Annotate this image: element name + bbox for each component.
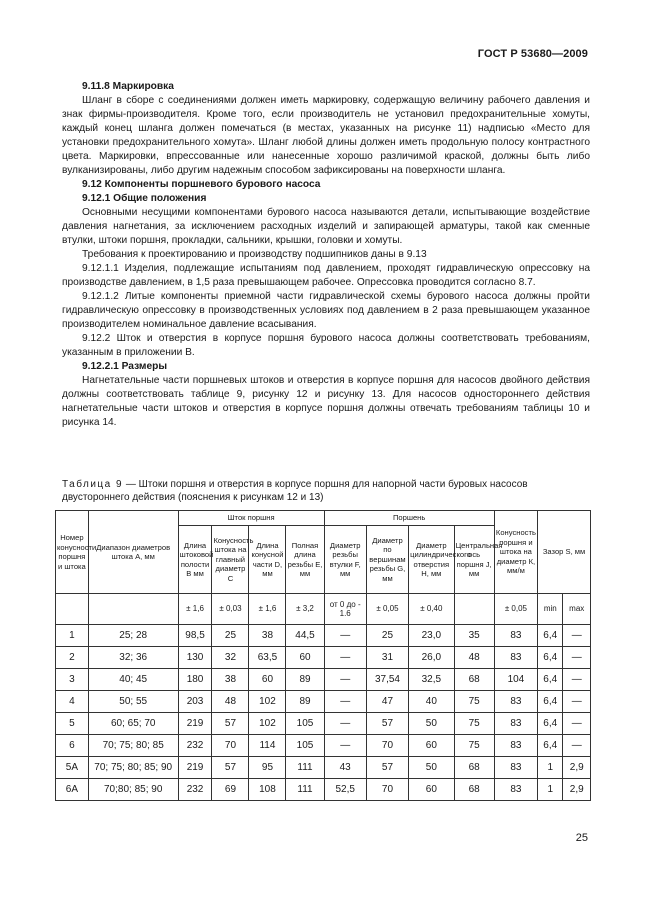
table-row xyxy=(56,779,591,801)
table-cell: 60; 65; 70 xyxy=(88,713,178,735)
table-cell: 48 xyxy=(454,647,494,669)
paragraph-9-12-1-2: 9.12.1.2 Литые компоненты приемной части гидравлической схемы бурового насоса должны пройти гидравлическую опрессовку в производственных условиях под давлением в 2 раза превышающем указанное производителем номинальное давление всасывания. xyxy=(62,291,590,330)
group-header-piston: Поршень xyxy=(324,511,494,526)
table-cell: 70;80; 85; 90 xyxy=(88,779,178,801)
table-cell: 6 xyxy=(56,735,89,757)
table-cell: 2,9 xyxy=(563,779,591,801)
table-cell: — xyxy=(563,669,591,691)
table-cell: — xyxy=(324,713,366,735)
table-cell: 57 xyxy=(366,757,408,779)
tolerance-number-empty xyxy=(56,594,89,625)
group-header-rod: Шток поршня xyxy=(178,511,324,526)
table-cell: 98,5 xyxy=(178,625,212,647)
table-cell: 43 xyxy=(324,757,366,779)
table-cell: 83 xyxy=(494,713,537,735)
table-cell: 70; 75; 80; 85; 90 xyxy=(88,757,178,779)
table-cell: 38 xyxy=(212,669,249,691)
table-cell: 37,54 xyxy=(366,669,408,691)
col-header-clearance: Зазор S, мм xyxy=(538,511,591,594)
table-cell: 2,9 xyxy=(563,757,591,779)
col-header-j: Центральная ось поршня J, мм xyxy=(454,526,494,594)
tolerance-k: ± 0,05 xyxy=(494,594,537,625)
col-header-g: Диаметр по вершинам резьбы G, мм xyxy=(366,526,408,594)
table-cell: 104 xyxy=(494,669,537,691)
col-header-h: Диаметр цилиндрического отверстия Н, мм xyxy=(409,526,454,594)
paragraph-9-12-1-1: 9.12.1.1 Изделия, подлежащие испытаниям под давлением, проходят гидравлическую опрессовку на производстве давлением, в 1,5 раза превышающем рабочее. Опрессовка проводится согласно 8.7. xyxy=(62,263,590,288)
table-cell: 32 xyxy=(212,647,249,669)
paragraph-general-2: Требования к проектированию и производству подшипников даны в 9.13 xyxy=(82,249,427,260)
table-cell: 83 xyxy=(494,735,537,757)
table-cell: 1 xyxy=(538,779,563,801)
heading-9-11-8: 9.11.8 Маркировка xyxy=(82,81,174,92)
table-cell: 4 xyxy=(56,691,89,713)
col-header-min: min xyxy=(538,594,563,625)
col-header-k: Конусность поршня и штока на диаметр К, мм/м xyxy=(494,511,537,594)
table-row xyxy=(56,647,591,669)
table-cell: 105 xyxy=(286,735,324,757)
table-cell: 48 xyxy=(212,691,249,713)
table-cell: 5А xyxy=(56,757,89,779)
table-cell: — xyxy=(324,647,366,669)
table-row xyxy=(56,713,591,735)
table-row xyxy=(56,735,591,757)
table-cell: 83 xyxy=(494,625,537,647)
table-cell: 83 xyxy=(494,757,537,779)
table-cell: 60 xyxy=(286,647,324,669)
paragraph-general-1: Основными несущими компонентами бурового насоса называются детали, испытывающие воздействие давления нагнетания, за исключением расходных изделий и запирающей арматуры, такой как сменные втулки, штоки поршня, прокладки, сальники, крышки, головки и хомуты. xyxy=(62,207,590,246)
table-cell: — xyxy=(563,691,591,713)
table-cell: 50; 55 xyxy=(88,691,178,713)
table-caption-label: Таблица 9 xyxy=(62,479,124,490)
heading-9-12-1: 9.12.1 Общие положения xyxy=(82,193,207,204)
table-cell: 89 xyxy=(286,669,324,691)
table-cell: 35 xyxy=(454,625,494,647)
table-cell: 75 xyxy=(454,691,494,713)
table-cell: 44,5 xyxy=(286,625,324,647)
table-cell: 60 xyxy=(249,669,286,691)
table-cell: 60 xyxy=(409,735,454,757)
tolerance-b: ± 1,6 xyxy=(178,594,212,625)
table-cell: 69 xyxy=(212,779,249,801)
col-header-f: Диаметр резьбы втулки F, мм xyxy=(324,526,366,594)
tolerance-range-empty xyxy=(88,594,178,625)
table-cell: 83 xyxy=(494,779,537,801)
table-cell: 75 xyxy=(454,713,494,735)
table-cell: — xyxy=(563,713,591,735)
table-cell: 83 xyxy=(494,691,537,713)
table-caption-text: — Штоки поршня и отверстия в корпусе поршня для напорной части буровых насосов двустороннего действия (пояснения к рисункам 12 и 13) xyxy=(62,479,528,503)
table-cell: 219 xyxy=(178,713,212,735)
table-cell: 83 xyxy=(494,647,537,669)
table-cell: 111 xyxy=(286,757,324,779)
table-cell: — xyxy=(324,625,366,647)
heading-9-12-2-1: 9.12.2.1 Размеры xyxy=(82,361,168,372)
table-cell: 130 xyxy=(178,647,212,669)
table-cell: 60 xyxy=(409,779,454,801)
table-9 xyxy=(55,510,591,801)
col-header-max: max xyxy=(563,594,591,625)
table-cell: 232 xyxy=(178,779,212,801)
page-number: 25 xyxy=(575,832,588,844)
table-cell: 70; 75; 80; 85 xyxy=(88,735,178,757)
table-cell: 102 xyxy=(249,691,286,713)
table-cell: 25; 28 xyxy=(88,625,178,647)
table-cell: 38 xyxy=(249,625,286,647)
table-cell: — xyxy=(563,625,591,647)
table-cell: 32,5 xyxy=(409,669,454,691)
tolerance-j xyxy=(454,594,494,625)
table-cell: 31 xyxy=(366,647,408,669)
table-cell: 105 xyxy=(286,713,324,735)
table-cell: 25 xyxy=(366,625,408,647)
table-cell: 40; 45 xyxy=(88,669,178,691)
section-9-11-8 xyxy=(62,80,590,430)
table-cell: 95 xyxy=(249,757,286,779)
table-cell: 111 xyxy=(286,779,324,801)
table-cell: 70 xyxy=(212,735,249,757)
table-cell: 1 xyxy=(56,625,89,647)
heading-9-12: 9.12 Компоненты поршневого бурового насоса xyxy=(82,179,321,190)
table-cell: 232 xyxy=(178,735,212,757)
table-cell: 57 xyxy=(212,713,249,735)
col-header-e: Полная длина резьбы Е, мм xyxy=(286,526,324,594)
table-cell: 26,0 xyxy=(409,647,454,669)
table-cell: 6,4 xyxy=(538,625,563,647)
table-cell: 6,4 xyxy=(538,691,563,713)
tolerance-h: ± 0,40 xyxy=(409,594,454,625)
table-cell: 102 xyxy=(249,713,286,735)
table-cell: 63,5 xyxy=(249,647,286,669)
table-cell: 108 xyxy=(249,779,286,801)
table-cell: 57 xyxy=(366,713,408,735)
tolerance-f: от 0 до - 1.6 xyxy=(324,594,366,625)
paragraph-9-12-2: 9.12.2 Шток и отверстия в корпусе поршня бурового насоса должны соответствовать требованиям, указанным в приложении В. xyxy=(62,333,590,358)
table-cell: 180 xyxy=(178,669,212,691)
table-cell: 6,4 xyxy=(538,669,563,691)
table-cell: 25 xyxy=(212,625,249,647)
table-cell: 23,0 xyxy=(409,625,454,647)
table-cell: 6,4 xyxy=(538,647,563,669)
table-cell: 70 xyxy=(366,735,408,757)
tolerance-c: ± 0,03 xyxy=(212,594,249,625)
paragraph-marking: Шланг в сборе с соединениями должен иметь маркировку, содержащую величину рабочего давления и знак фирмы-производителя. Кроме того, если производитель не установил предохранительные хомуты, каждый конец шланга должен помечаться (в местах, указанных на рисунке 11) надписью «Место для установки предохранительного хомута». Шланг любой длины должен иметь продольную полосу контрастного цвета. Маркировки, впрессованные или нанесенные хорошо различимой краской, должны быть либо вулканизированы, либо другим надежным способом зафиксированы на поверхности шланга. xyxy=(62,95,590,176)
table-cell: — xyxy=(563,735,591,757)
table-cell: 6,4 xyxy=(538,713,563,735)
table-cell: 75 xyxy=(454,735,494,757)
table-row xyxy=(56,757,591,779)
table-body xyxy=(56,625,591,801)
tolerance-e: ± 3,2 xyxy=(286,594,324,625)
table-cell: — xyxy=(563,647,591,669)
table-cell: 3 xyxy=(56,669,89,691)
table-cell: 203 xyxy=(178,691,212,713)
table-cell: — xyxy=(324,669,366,691)
table-cell: 6А xyxy=(56,779,89,801)
table-cell: 50 xyxy=(409,757,454,779)
table-row xyxy=(56,669,591,691)
tolerance-g: ± 0,05 xyxy=(366,594,408,625)
table-cell: 1 xyxy=(538,757,563,779)
standard-header: ГОСТ Р 53680—2009 xyxy=(477,48,588,60)
table-cell: 40 xyxy=(409,691,454,713)
paragraph-dimensions: Нагнетательные части поршневых штоков и отверстия в корпусе поршня для насосов двойного действия должны соответствовать таблице 9, рисунку 12 и рисунку 13. Для насосов одностороннего действия нагнетательные части штоков и отверстия в корпусе поршня должны отвечать требованиям таблицы 10 и рисунка 14. xyxy=(62,375,590,428)
table-cell: 5 xyxy=(56,713,89,735)
table-cell: 68 xyxy=(454,757,494,779)
table-cell: 6,4 xyxy=(538,735,563,757)
col-header-d: Длина конусной части D, мм xyxy=(249,526,286,594)
table-caption xyxy=(62,478,590,504)
table-cell: 219 xyxy=(178,757,212,779)
table-cell: 32; 36 xyxy=(88,647,178,669)
col-header-number: Номер конусности поршня и штока xyxy=(56,511,89,594)
table-cell: 68 xyxy=(454,669,494,691)
table-cell: — xyxy=(324,691,366,713)
table-cell: 89 xyxy=(286,691,324,713)
table-cell: 68 xyxy=(454,779,494,801)
table-cell: — xyxy=(324,735,366,757)
table-cell: 50 xyxy=(409,713,454,735)
col-header-range: Диапазон диаметров штока А, мм xyxy=(88,511,178,594)
table-cell: 57 xyxy=(212,757,249,779)
col-header-b: Длина штоковой полости В мм xyxy=(178,526,212,594)
table-cell: 52,5 xyxy=(324,779,366,801)
table-row xyxy=(56,625,591,647)
table-cell: 47 xyxy=(366,691,408,713)
table-cell: 114 xyxy=(249,735,286,757)
table-cell: 2 xyxy=(56,647,89,669)
table-row xyxy=(56,691,591,713)
table-cell: 70 xyxy=(366,779,408,801)
col-header-c: Конусность штока на главный диаметр С xyxy=(212,526,249,594)
tolerance-d: ± 1,6 xyxy=(249,594,286,625)
